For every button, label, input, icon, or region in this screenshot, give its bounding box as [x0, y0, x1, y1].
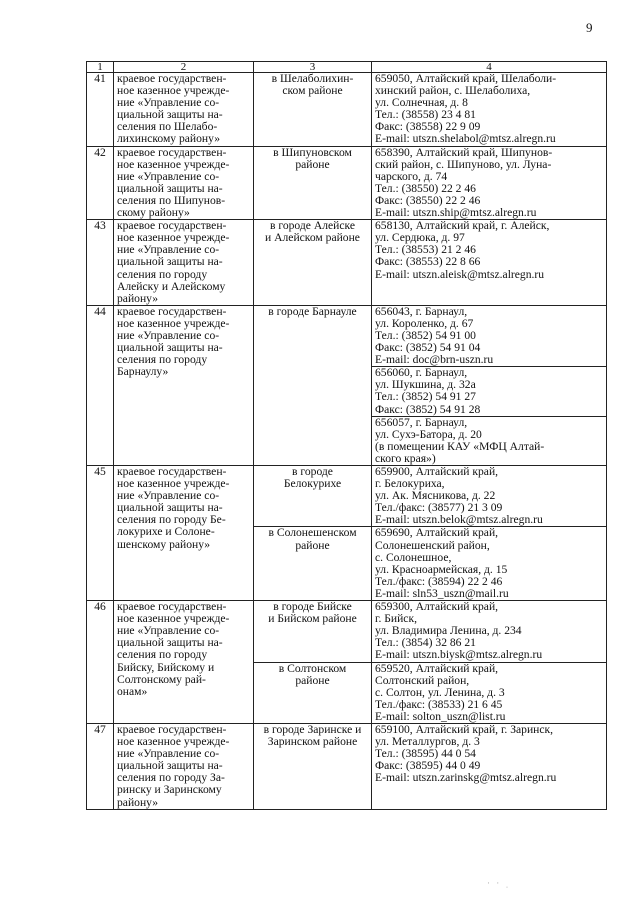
institution-name: краевое государствен- ное казенное учрежде- ние «Управление со- циальной защиты на- селения по городу Барнаулу» [114, 305, 254, 465]
institution-name: краевое государствен- ное казенное учрежде- ние «Управление со- циальной защиты на- селения по городу Алейску и Алейскому району» [114, 220, 254, 306]
table-row [87, 723, 607, 809]
table-row [87, 305, 607, 366]
service-area: в Солтонском районе [254, 662, 372, 723]
row-number: 47 [87, 723, 114, 809]
column-header: 1 [87, 62, 114, 73]
service-area: в городе Алейске и Алейском районе [254, 220, 372, 306]
contact-details: 656057, г. Барнаул, ул. Сухэ-Батора, д. 20 (в помещении КАУ «МФЦ Алтай- ского края») [372, 416, 607, 465]
page-number: 9 [586, 20, 593, 35]
row-number: 43 [87, 220, 114, 306]
table-row [87, 220, 607, 306]
institution-name: краевое государствен- ное казенное учрежде- ние «Управление со- циальной защиты на- селения по Шипунов- скому району» [114, 146, 254, 220]
contact-details: 658390, Алтайский край, Шипунов- ский район, с. Шипуново, ул. Луна- чарского, д. 74 Тел.: (38550) 22 2 46 Факс: (38550) 22 2 46 E-mail: utszn.ship@mtsz.alregn.ru [372, 146, 607, 220]
table-body [87, 73, 607, 810]
table-row [87, 601, 607, 662]
contact-details: 659100, Алтайский край, г. Заринск, ул. Металлургов, д. 3 Тел.: (38595) 44 0 54 Факс: (38595) 44 0 49 E-mail: utszn.zarinskg@mtsz.alregn.ru [372, 723, 607, 809]
contact-details: 656043, г. Барнаул, ул. Короленко, д. 67 Тел.: (3852) 54 91 00 Факс: (3852) 54 91 04 E-mail: doc@brn-uszn.ru [372, 305, 607, 366]
column-header: 3 [254, 62, 372, 73]
institutions-table [86, 61, 607, 810]
service-area: в Шелаболихин- ском районе [254, 73, 372, 147]
table-row [87, 466, 607, 527]
table-row [87, 146, 607, 220]
row-number: 41 [87, 73, 114, 147]
contact-details: 656060, г. Барнаул, ул. Шукшина, д. 32а Тел.: (3852) 54 91 27 Факс: (3852) 54 91 28 [372, 367, 607, 416]
service-area: в Солонешенском районе [254, 527, 372, 601]
column-header: 4 [372, 62, 607, 73]
row-number: 45 [87, 466, 114, 601]
service-area: в Шипуновском районе [254, 146, 372, 220]
contact-details: 659050, Алтайский край, Шелаболи- хинский район, с. Шелаболиха, ул. Солнечная, д. 8 Тел.: (38558) 23 4 81 Факс: (38558) 22 9 09 E-mail: utszn.shelabol@mtsz.alregn.ru [372, 73, 607, 147]
column-header: 2 [114, 62, 254, 73]
institution-name: краевое государствен- ное казенное учрежде- ние «Управление со- циальной защиты на- селения по городу Бе- локурихе и Солоне- шенскому району» [114, 466, 254, 601]
contact-details: 659520, Алтайский край, Солтонский район, с. Солтон, ул. Ленина, д. 3 Тел./факс: (38533) 21 6 45 E-mail: solton_uszn@list.ru [372, 662, 607, 723]
row-number: 42 [87, 146, 114, 220]
row-number: 46 [87, 601, 114, 724]
institution-name: краевое государствен- ное казенное учрежде- ние «Управление со- циальной защиты на- селения по Шелабо- лихинскому району» [114, 73, 254, 147]
row-number: 44 [87, 305, 114, 465]
institution-name: краевое государствен- ное казенное учрежде- ние «Управление со- циальной защиты на- селения по городу Бийску, Бийскому и Солтонскому рай- онам» [114, 601, 254, 724]
scan-mark: · · ˌ [487, 878, 511, 888]
service-area: в городе Бийске и Бийском районе [254, 601, 372, 662]
contact-details: 659300, Алтайский край, г. Бийск, ул. Владимира Ленина, д. 234 Тел.: (3854) 32 86 21 E-mail: utszn.biysk@mtsz.alregn.ru [372, 601, 607, 662]
column-number-row [87, 62, 607, 73]
service-area: в городе Заринске и Заринском районе [254, 723, 372, 809]
table-row [87, 73, 607, 147]
institution-name: краевое государствен- ное казенное учрежде- ние «Управление со- циальной защиты на- селения по городу За- ринску и Заринскому району» [114, 723, 254, 809]
service-area: в городе Барнауле [254, 305, 372, 465]
service-area: в городе Белокурихе [254, 466, 372, 527]
contact-details: 659690, Алтайский край, Солонешенский район, с. Солонешное, ул. Красноармейская, д. 15 Тел./факс: (38594) 22 2 46 E-mail: sln53_uszn@mail.ru [372, 527, 607, 601]
contact-details: 659900, Алтайский край, г. Белокуриха, ул. Ак. Мясникова, д. 22 Тел./факс: (38577) 21 3 09 E-mail: utszn.belok@mtsz.alregn.ru [372, 466, 607, 527]
contact-details: 658130, Алтайский край, г. Алейск, ул. Сердюка, д. 97 Тел.: (38553) 21 2 46 Факс: (38553) 22 8 66 E-mail: utszn.aleisk@mtsz.alregn.ru [372, 220, 607, 306]
